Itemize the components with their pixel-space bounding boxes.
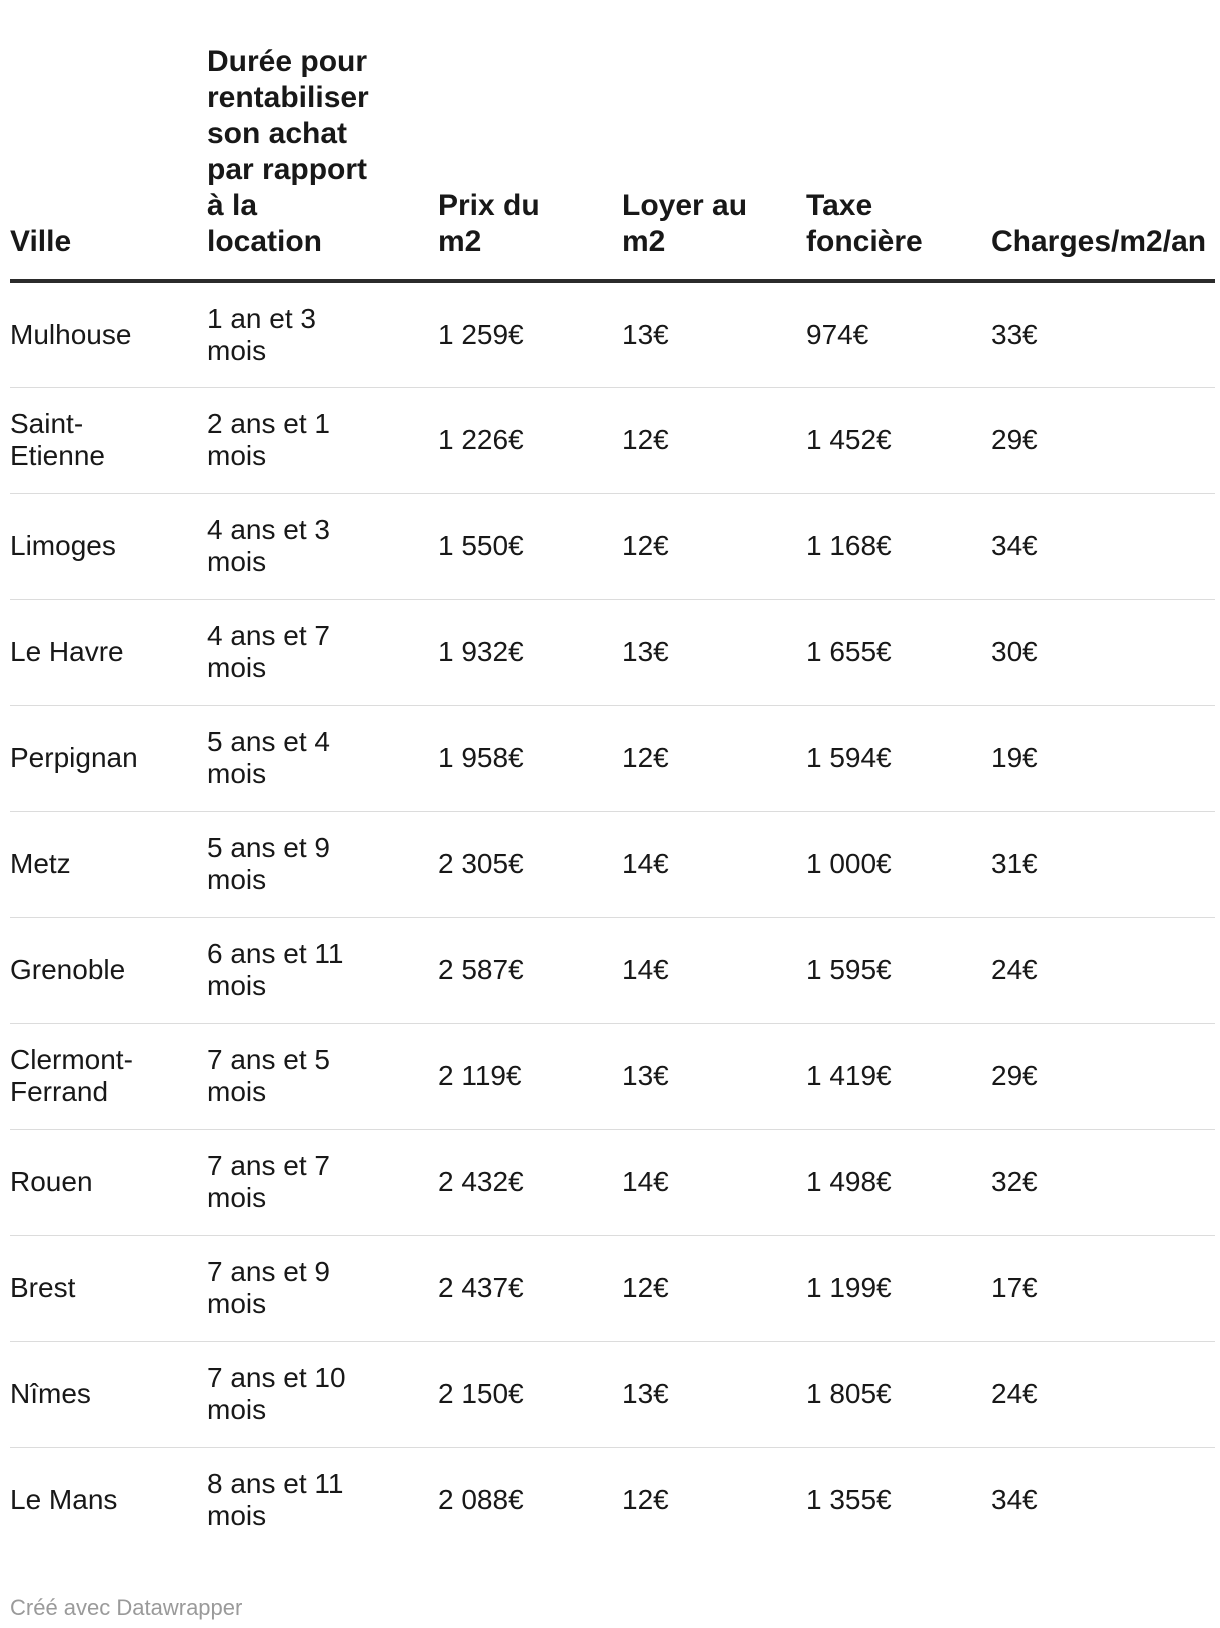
cell-prix-m2: 1 932€ [438,599,622,705]
cell-ville [10,1129,207,1235]
cell-loyer-m2: 12€ [622,705,806,811]
cell-ville [10,811,207,917]
cell-duree [207,811,438,917]
cell-ville [10,1235,207,1341]
cell-duree [207,387,438,493]
cell-charges: 31€ [991,811,1215,917]
header-duree [207,0,438,281]
table-row [10,1447,1215,1553]
cell-line: Le Havre [10,636,124,667]
cell-prix-m2: 1 259€ [438,281,622,387]
cell-line: Metz [10,848,71,879]
cell-line: Clermont- [10,1044,133,1075]
cell-charges: 29€ [991,387,1215,493]
cell-taxe-fonciere: 1 168€ [806,493,991,599]
datawrapper-credit: Créé avec Datawrapper [10,1595,243,1620]
cell-loyer-m2: 14€ [622,917,806,1023]
header-line: Ville [10,225,72,258]
cell-taxe-fonciere: 1 498€ [806,1129,991,1235]
cell-duree [207,1235,438,1341]
data-table [10,0,1215,1553]
cell-charges: 34€ [991,493,1215,599]
cell-taxe-fonciere: 1 595€ [806,917,991,1023]
header-line: rentabiliser [207,81,369,114]
cell-charges: 29€ [991,1023,1215,1129]
cell-taxe-fonciere: 1 419€ [806,1023,991,1129]
header-line: à la [207,189,258,222]
cell-duree [207,917,438,1023]
cell-ville [10,1341,207,1447]
cell-line: Saint- [10,408,84,439]
table-body [10,281,1215,1553]
table-row [10,387,1215,493]
cell-duree [207,493,438,599]
cell-prix-m2: 2 432€ [438,1129,622,1235]
cell-line: Perpignan [10,742,138,773]
header-prix-m2 [438,0,622,281]
cell-prix-m2: 2 437€ [438,1235,622,1341]
cell-line: Brest [10,1272,76,1303]
cell-line: 4 ans et 3 [207,514,330,545]
cell-taxe-fonciere: 1 355€ [806,1484,892,1516]
cell-line: mois [207,1182,267,1213]
header-loyer-m2 [622,0,806,281]
cell-charges: 34€ [991,1484,1038,1516]
cell-taxe-fonciere: 1 452€ [806,387,991,493]
cell-line: mois [207,864,267,895]
cell-line: Ferrand [10,1076,109,1107]
header-charges [991,0,1215,281]
cell-line: mois [207,1288,267,1319]
cell-ville [10,281,207,387]
cell-charges: 17€ [991,1235,1215,1341]
table-row [10,493,1215,599]
header-taxe-fonciere [806,0,991,281]
cell-line: mois [207,1076,267,1107]
cell-taxe-fonciere: 974€ [806,281,991,387]
cell-charges: 33€ [991,281,1215,387]
header-line: Taxe [806,189,873,222]
cell-line: Rouen [10,1166,93,1197]
header-line: par rapport [207,153,368,186]
cell-duree [207,599,438,705]
cell-line: 1 an et 3 [207,302,316,334]
cell-line: mois [207,1500,267,1532]
cell-prix-m2: 2 305€ [438,811,622,917]
cell-ville [10,1023,207,1129]
table-row [10,917,1215,1023]
cell-charges: 32€ [991,1129,1215,1235]
header-line: Durée pour [207,45,368,78]
cell-loyer-m2: 14€ [622,811,806,917]
cell-line: mois [207,440,267,471]
header-line: m2 [622,225,666,258]
cell-prix-m2: 1 226€ [438,387,622,493]
header-line: Charges/m2/an [991,225,1207,258]
cell-line: mois [207,970,267,1001]
cell-line: 8 ans et 11 [207,1468,344,1500]
cell-loyer-m2: 13€ [622,1023,806,1129]
cell-loyer-m2: 14€ [622,1129,806,1235]
table-row [10,811,1215,917]
cell-line: mois [207,334,267,366]
table-row [10,1023,1215,1129]
cell-duree [207,705,438,811]
cell-taxe-fonciere: 1 594€ [806,705,991,811]
cell-duree [207,1129,438,1235]
cell-line: 7 ans et 7 [207,1150,330,1181]
table-row [10,705,1215,811]
cell-prix-m2: 1 958€ [438,705,622,811]
cell-duree [207,1447,438,1553]
header-line: Prix du [438,189,540,222]
cell-taxe-fonciere: 1 805€ [806,1341,991,1447]
cell-line: Grenoble [10,954,126,985]
cell-loyer-m2: 12€ [622,493,806,599]
cell-line: Le Mans [10,1484,118,1516]
data-table-container [10,0,1215,1553]
cell-charges: 30€ [991,599,1215,705]
cell-prix-m2: 2 088€ [438,1484,524,1516]
cell-loyer-m2: 13€ [622,281,806,387]
header-line: son achat [207,117,348,150]
cell-duree [207,1341,438,1447]
cell-prix-m2: 1 550€ [438,493,622,599]
cell-ville [10,493,207,599]
cell-line: 4 ans et 7 [207,620,330,651]
cell-prix-m2: 2 150€ [438,1341,622,1447]
header-line: foncière [806,225,923,258]
table-header [10,0,1215,281]
cell-taxe-fonciere: 1 655€ [806,599,991,705]
cell-line: 7 ans et 10 [207,1362,346,1393]
cell-line: 5 ans et 4 [207,726,330,757]
cell-line: Limoges [10,530,116,561]
header-ville [10,0,207,281]
cell-taxe-fonciere: 1 199€ [806,1235,991,1341]
header-line: m2 [438,225,482,258]
header-row [10,0,1215,281]
cell-line: Nîmes [10,1378,91,1409]
table-row [10,281,1215,387]
cell-line: 6 ans et 11 [207,938,344,969]
cell-charges: 24€ [991,917,1215,1023]
cell-loyer-m2: 12€ [622,1235,806,1341]
cell-line: Etienne [10,440,105,471]
cell-line: Mulhouse [10,318,132,350]
table-row [10,599,1215,705]
cell-line: 7 ans et 9 [207,1256,330,1287]
cell-prix-m2: 2 119€ [438,1023,622,1129]
cell-line: mois [207,758,267,789]
cell-line: mois [207,652,267,683]
cell-loyer-m2: 12€ [622,387,806,493]
cell-charges: 24€ [991,1341,1215,1447]
cell-loyer-m2: 12€ [622,1484,669,1516]
header-line: Loyer au [622,189,748,222]
table-row [10,1341,1215,1447]
cell-ville [10,705,207,811]
cell-prix-m2: 2 587€ [438,917,622,1023]
table-row [10,1235,1215,1341]
cell-ville [10,1447,207,1553]
cell-duree [207,1023,438,1129]
cell-ville [10,917,207,1023]
cell-ville [10,387,207,493]
cell-line: mois [207,546,267,577]
header-line: location [207,225,323,258]
cell-ville [10,599,207,705]
cell-taxe-fonciere: 1 000€ [806,811,991,917]
cell-line: 5 ans et 9 [207,832,330,863]
cell-loyer-m2: 13€ [622,1341,806,1447]
cell-line: 2 ans et 1 [207,408,330,439]
cell-duree [207,281,438,387]
cell-charges: 19€ [991,705,1215,811]
cell-loyer-m2: 13€ [622,599,806,705]
cell-line: mois [207,1394,267,1425]
cell-line: 7 ans et 5 [207,1044,330,1075]
table-row [10,1129,1215,1235]
